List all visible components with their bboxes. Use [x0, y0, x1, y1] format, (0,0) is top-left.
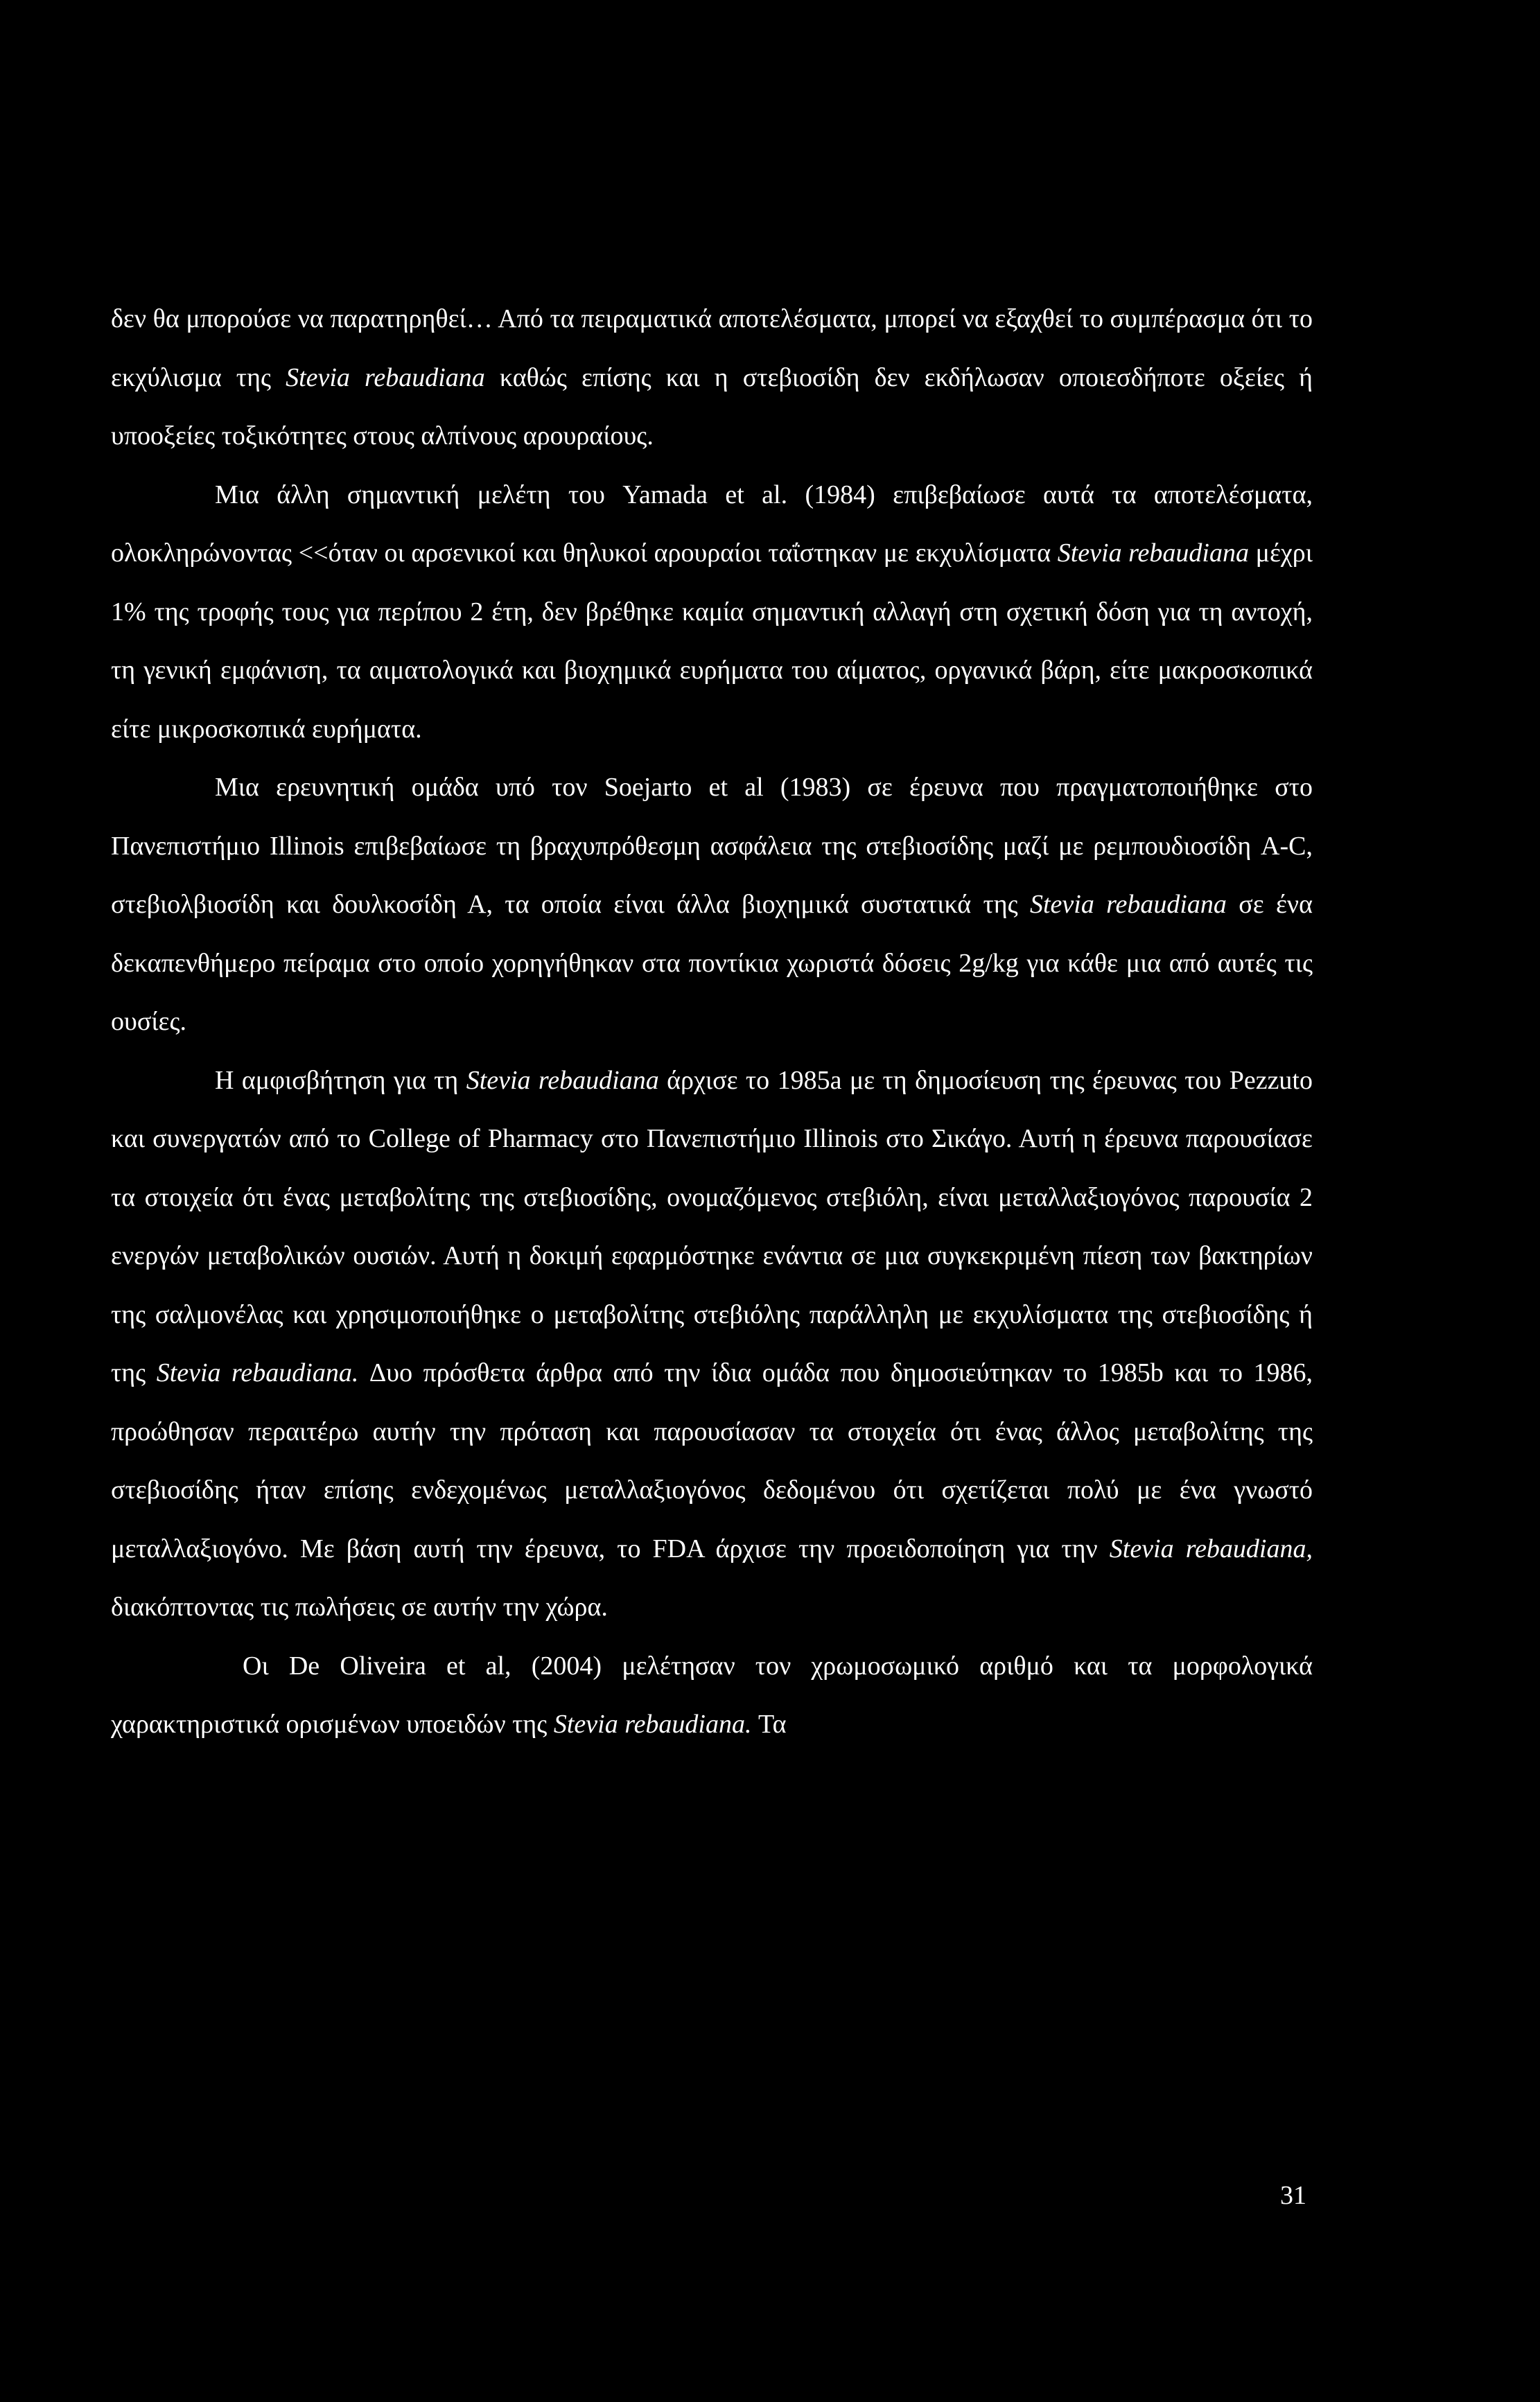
text: Μια ερευνητική ομάδα υπό τον Soejarto et al (1983) σε έρευνα που πραγματοποιήθηκε στο Πανεπιστήμιο Illinois επιβεβαίωσε τη βραχυπρόθεσμη ασφάλεια της στεβιοσίδης μαζί με ρεμπουδιοσίδη A-C, στεβιολβιοσίδη και δουλκοσίδη Α, τα οποία είναι άλλα βιοχημικά συστατικά της [111, 773, 1313, 919]
text: Η αμφισβήτηση για τη [215, 1065, 466, 1095]
paragraph-1 [111, 290, 1313, 466]
species-name: Stevia rebaudiana [286, 362, 485, 392]
species-name: Stevia rebaudiana. [553, 1710, 752, 1739]
text: δεν θα μπορούσε να παρατηρηθεί… Από τα πειραματικά αποτελέσματα, μπορεί να εξαχθεί το συμπέρασμα ότι το εκχύλισμα της [111, 304, 1313, 392]
page-number: 31 [1280, 2181, 1306, 2210]
text: καθώς επίσης και η στεβιοσίδη δεν εκδήλωσαν οποιεσδήποτε οξείες ή υποοξείες τοξικότητες στους αλπίνους αρουραίους. [111, 362, 1313, 450]
paragraph-5 [111, 1637, 1313, 1754]
text: Οι De Oliveira et al, (2004) μελέτησαν τον χρωμοσωμικό αριθμό και τα μορφολογικά χαρακτηριστικά ορισμένων υποειδών της [111, 1651, 1313, 1739]
paragraph-2 [111, 466, 1313, 759]
paragraph-3 [111, 758, 1313, 1051]
text: Μια άλλη σημαντική μελέτη του Yamada et al. (1984) επιβεβαίωσε αυτά τα αποτελέσματα, ολοκληρώνοντας <<όταν οι αρσενικοί και θηλυκοί αρουραίοι ταΐστηκαν με εκχυλίσματα [111, 480, 1313, 568]
species-name: Stevia rebaudiana, [1109, 1534, 1313, 1563]
species-name: Stevia rebaudiana [466, 1065, 659, 1095]
text: Τα [751, 1710, 787, 1739]
species-name: Stevia rebaudiana [1057, 538, 1249, 568]
species-name: Stevia rebaudiana [1029, 890, 1227, 919]
text: Δυο πρόσθετα άρθρα από την ίδια ομάδα που δημοσιεύτηκαν το 1985b και το 1986, προώθησαν περαιτέρω αυτήν την πρόταση και παρουσίασαν τα στοιχεία ότι ένας άλλος μεταβολίτης της στεβιοσίδης ήταν επίσης ενδεχομένως μεταλλαξιογόνος δεδομένου ότι σχετίζεται πολύ με ένα γνωστό μεταλλαξιογόνο. Με βάση αυτή την έρευνα, το FDA άρχισε την προειδοποίηση για την [111, 1358, 1313, 1563]
species-name: Stevia rebaudiana. [156, 1358, 359, 1387]
text: άρχισε το 1985a με τη δημοσίευση της έρευνας του Pezzuto και συνεργατών από το College of Pharmacy στο Πανεπιστήμιο Illinois στο Σικάγο. Αυτή η έρευνα παρουσίασε τα στοιχεία ότι ένας μεταβολίτης της στεβιοσίδης, ονομαζόμενος στεβιόλη, είναι μεταλλαξιογόνος παρουσία 2 ενεργών μεταβολικών ουσιών. Αυτή η δοκιμή εφαρμόστηκε ενάντια σε μια συγκεκριμένη πίεση των βακτηρίων της σαλμονέλας και χρησιμοποιήθηκε ο μεταβολίτης στεβιόλης παράλληλη με εκχυλίσματα της στεβιοσίδης ή της [111, 1065, 1313, 1387]
text: μέχρι 1% της τροφής τους για περίπου 2 έτη, δεν βρέθηκε καμία σημαντική αλλαγή στη σχετική δόση για τη αντοχή, τη γενική εμφάνιση, τα αιματολογικά και βιοχημικά ευρήματα του αίματος, οργανικά βάρη, είτε μακροσκοπικά είτε μικροσκοπικά ευρήματα. [111, 538, 1313, 744]
text: σε ένα δεκαπενθήμερο πείραμα στο οποίο χορηγήθηκαν στα ποντίκια χωριστά δόσεις 2g/kg για κάθε μια από αυτές τις ουσίες. [111, 890, 1313, 1036]
text: διακόπτοντας τις πωλήσεις σε αυτήν την χώρα. [111, 1593, 608, 1622]
document-page [111, 290, 1313, 1754]
paragraph-4 [111, 1051, 1313, 1637]
